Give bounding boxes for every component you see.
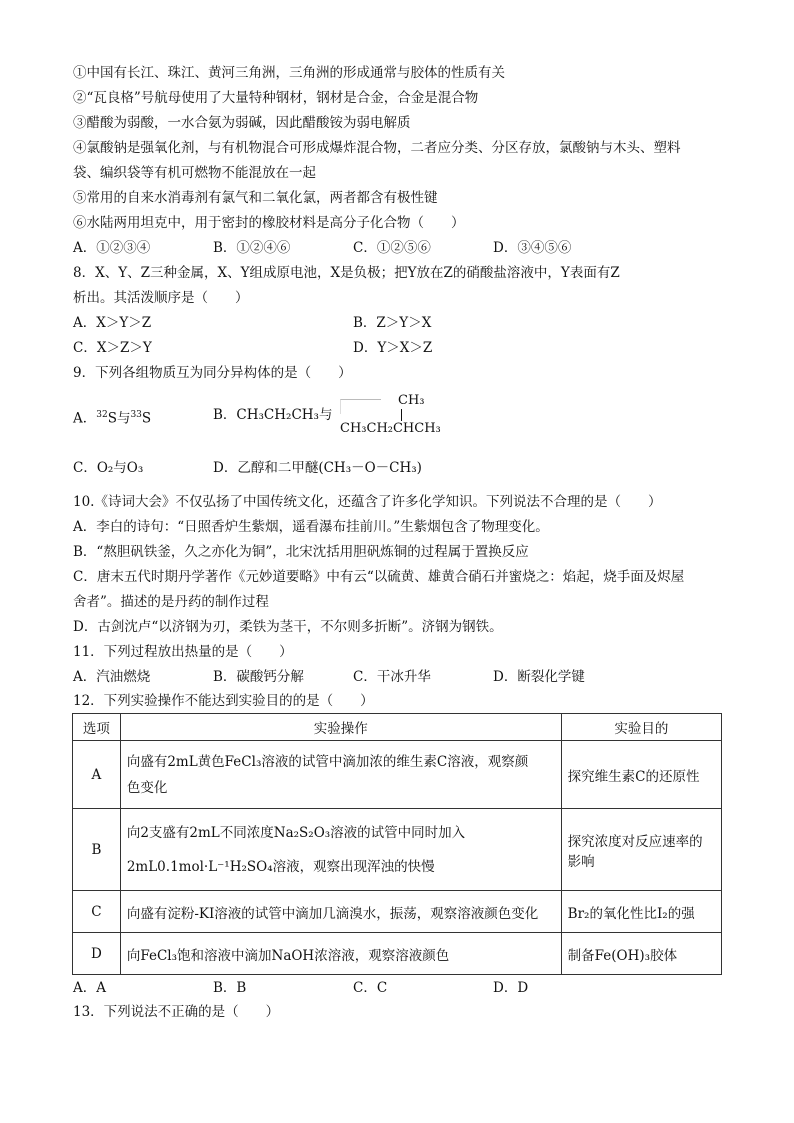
statement-3: ③醋酸为弱酸，一水合氨为弱碱，因此醋酸铵为弱电解质 [73,115,411,131]
q10-option-a[interactable]: A．李白的诗句：“日照香炉生紫烟，遥看瀑布挂前川。”生紫烟包含了物理变化。 [73,519,549,535]
q11-option-c[interactable]: C．干冰升华 [353,669,431,685]
header-purpose: 实验目的 [561,714,721,741]
row-b-operation [120,809,561,891]
q8-stem: 8．X、Y、Z三种金属，X、Y组成原电池，X是负极；把Y放在Z的硝酸盐溶液中，Y表面有Z [73,265,620,281]
row-b-purpose: 探究浓度对反应速率的影响 [561,809,721,891]
q9-option-b[interactable]: B．CH₃CH₂CH₃与 [213,407,333,423]
row-a-op-line2: 色变化 [126,779,168,796]
statement-2: ②“瓦良格”号航母使用了大量特种钢材，钢材是合金，合金是混合物 [73,90,479,106]
q8-option-d[interactable]: D．Y＞X＞Z [353,340,433,356]
q8-stem-cont: 析出。其活泼顺序是（ ） [73,290,249,306]
q9-option-c[interactable]: C．O₂与O₃ [73,460,144,476]
branched-butane-structure [340,393,448,439]
table-row [73,809,722,891]
structure-bond [401,409,402,421]
row-c-operation: 向盛有淀粉-KI溶液的试管中滴加几滴溴水，振荡，观察溶液颜色变化 [120,891,561,933]
row-a-key: A [73,741,121,809]
header-option: 选项 [73,714,121,741]
q9-a-s32: S与 [107,410,131,427]
header-operation: 实验操作 [120,714,561,741]
q8-option-a[interactable]: A．X＞Y＞Z [73,315,152,331]
q9-a-mass-32: 32 [96,410,108,420]
q12-option-c[interactable]: C．C [353,980,388,996]
q10-option-d[interactable]: D．古剑沈卢“以济钢为刃，柔铁为茎干，不尔则多折断”。济钢为钢铁。 [73,619,503,635]
q7-option-c[interactable]: C．①②⑤⑥ [353,240,431,256]
q9-option-d[interactable]: D．乙醇和二甲醚(CH₃－O－CH₃) [213,460,422,476]
q9-option-a[interactable] [73,405,151,429]
q10-option-c[interactable]: C．唐末五代时期丹学著作《元妙道要略》中有云“以硫黄、雄黄合硝石并蜜烧之：焰起，烧手面及烬屋 [73,569,685,585]
statement-6: ⑥水陆两用坦克中，用于密封的橡胶材料是高分子化合物（ ） [73,215,465,231]
row-b-key: B [73,809,121,891]
row-d-purpose: 制备Fe(OH)₃胶体 [561,933,721,975]
table-header-row [73,714,722,741]
q8-option-b[interactable]: B．Z＞Y＞X [353,315,432,331]
q7-option-a[interactable]: A．①②③④ [73,240,151,256]
q9-a-label: A． [73,410,97,427]
q9-stem: 9．下列各组物质互为同分异构体的是（ ） [73,365,352,381]
q12-option-a[interactable]: A．A [73,980,106,996]
q11-option-a[interactable]: A．汽油燃烧 [73,669,151,685]
q12-stem: 12．下列实验操作不能达到实验目的的是（ ） [73,693,374,709]
row-a-op-line1: 向盛有2mL黄色FeCl₃溶液的试管中滴加浓的维生素C溶液，观察颜 [126,753,529,770]
row-c-key: C [73,891,121,933]
table-row [73,933,722,975]
statement-5: ⑤常用的自来水消毒剂有氯气和二氧化氯，两者都含有极性键 [73,190,438,206]
q13-stem: 13．下列说法不正确的是（ ） [73,1004,280,1020]
structure-methyl-branch: CH₃ [398,393,425,408]
table-row [73,741,722,809]
q12-option-b[interactable]: B．B [213,980,247,996]
row-a-purpose: 探究维生素C的还原性 [561,741,721,809]
statement-1: ①中国有长江、珠江、黄河三角洲，三角洲的形成通常与胶体的性质有关 [73,65,505,81]
row-d-operation: 向FeCl₃饱和溶液中滴加NaOH浓溶液，观察溶液颜色 [120,933,561,975]
q12-option-d[interactable]: D．D [493,980,529,996]
q9-a-mass-33: 33 [130,410,142,420]
q11-stem: 11．下列过程放出热量的是（ ） [73,644,293,660]
q10-option-b[interactable]: B．“熬胆矾铁釜，久之亦化为铜”，北宋沈括用胆矾炼铜的过程属于置换反应 [73,544,529,560]
q9-a-s33: S [141,410,152,427]
row-d-key: D [73,933,121,975]
experiment-table [72,713,722,975]
row-c-purpose: Br₂的氧化性比I₂的强 [561,891,721,933]
structure-blank-box [340,399,381,414]
q8-option-c[interactable]: C．X＞Z＞Y [73,340,152,356]
row-a-operation [120,741,561,809]
structure-main-chain: CH₃CH₂CHCH₃ [340,421,441,436]
q11-option-d[interactable]: D．断裂化学键 [493,669,585,685]
row-b-op-line1: 向2支盛有2mL不同浓度Na₂S₂O₃溶液的试管中同时加入 [126,824,466,841]
row-b-op-line2: 2mL0.1mol·L⁻¹H₂SO₄溶液，观察出现浑浊的快慢 [126,858,435,875]
q11-option-b[interactable]: B．碳酸钙分解 [213,669,304,685]
table-row [73,891,722,933]
q7-option-b[interactable]: B．①②④⑥ [213,240,291,256]
q7-option-d[interactable]: D．③④⑤⑥ [493,240,572,256]
q10-option-c-cont: 舍者”。描述的是丹药的制作过程 [73,594,269,610]
statement-4-cont: 袋、编织袋等有机可燃物不能混放在一起 [73,165,316,181]
q10-stem: 10.《诗词大会》不仅弘扬了中国传统文化，还蕴含了许多化学知识。下列说法不合理的是（ ） [73,494,662,510]
statement-4: ④氯酸钠是强氧化剂，与有机物混合可形成爆炸混合物，二者应分类、分区存放，氯酸钠与木头、塑料 [73,140,681,156]
